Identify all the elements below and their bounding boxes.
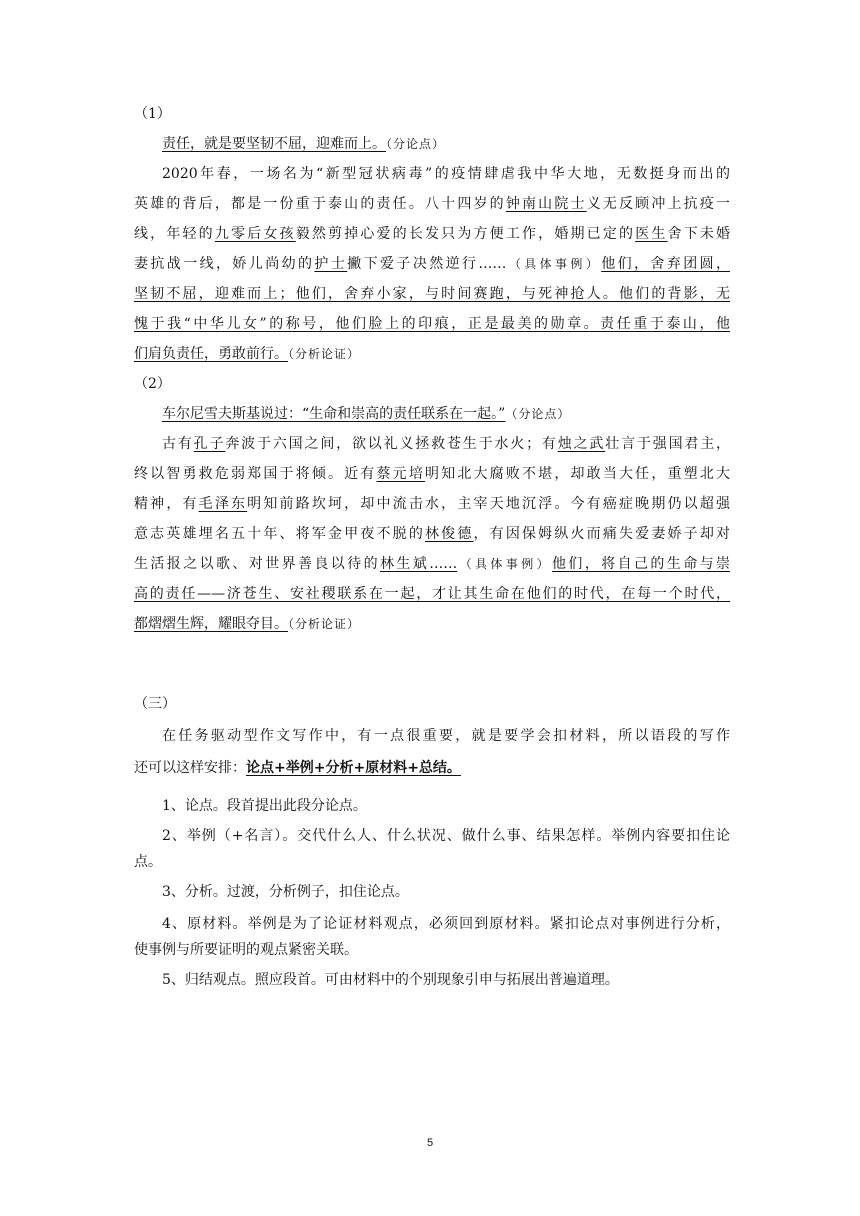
section-1-thesis: 责任，就是要坚韧不屈，迎难而上。	[162, 136, 386, 152]
list-item-4: 4、原材料。举例是为了论证材料观点，必须回到原材料。紧扣论点对事例进行分析，	[162, 916, 730, 932]
section-1-para-line-4: 妻抗战一线，娇儿尚幼的护士撇下爱子决然逆行……（具体事例）他们，舍弃团圆，	[134, 256, 731, 272]
section-2-para-line-4: 意志英雄埋名五十年、将军金甲夜不脱的林俊德，有因保姆纵火而痛失爱妻娇子却对	[134, 526, 730, 542]
example-name: 孔子	[193, 436, 226, 452]
section-2-para-line-2: 终以智勇救危弱郑国于将倾。近有蔡元培明知北大腐败不堪，却敢当大任，重塑北大	[134, 466, 730, 482]
example-name: 毛泽东	[198, 496, 248, 512]
section-2-para-line-6: 高的责任——济苍生、安社稷联系在一起，才让其生命在他们的时代，在每一个时代，	[134, 586, 730, 602]
section-2-para-line-3: 精神，有毛泽东明知前路坎坷，却中流击水，主宰天地沉浮。今有癌症晚期仍以超强	[134, 496, 731, 512]
section-1-para-line-6: 愧于我“中华儿女”的称号，他们脸上的印痕，正是最美的勋章。责任重于泰山，他	[134, 316, 730, 332]
analysis-tag: （分析论证）	[288, 617, 361, 631]
page-number: 5	[426, 1137, 434, 1149]
section-3-intro-line-1: 在任务驱动型作文写作中，有一点很重要，就是要学会扣材料，所以语段的写作	[162, 728, 730, 744]
example-name: 烛之武	[557, 436, 606, 452]
section-2-para-line-1: 古有孔子奔波于六国之间，欲以礼义拯救苍生于水火；有烛之武壮言于强国君主，	[162, 436, 731, 452]
section-1-label: （1）	[134, 106, 171, 122]
section-2-label: （2）	[134, 376, 171, 392]
section-3-intro-line-2: 还可以这样安排：论点+举例+分析+原材料+总结。	[134, 760, 461, 776]
list-item-5: 5、归结观点。照应段首。可由材料中的个别现象引申与拓展出普遍道理。	[162, 972, 619, 988]
section-2-thesis: 车尔尼雪夫斯基说过：“生命和崇高的责任联系在一起。”	[162, 406, 506, 422]
section-1-para-line-2: 英雄的背后，都是一份重于泰山的责任。八十四岁的钟南山院士义无反顾冲上抗疫一	[134, 196, 731, 212]
list-item-2: 2、举例（+名言）。交代什么人、什么状况、做什么事、结果怎样。举例内容要扣住论	[162, 828, 730, 844]
section-1-para-line-7: 们肩负责任，勇敢前行。（分析论证）	[134, 346, 361, 362]
example-name: 医生	[635, 226, 668, 242]
example-name: 钟南山院士	[505, 196, 587, 212]
section-3-label: （三）	[134, 696, 176, 712]
section-1-thesis-line	[162, 134, 730, 154]
section-1-para-line-3: 线，年轻的九零后女孩毅然剪掉心爱的长发只为方便工作，婚期已定的医生舍下未婚	[134, 226, 731, 242]
thesis-tag: （分论点）	[386, 137, 446, 151]
analysis-tag: （分析论证）	[288, 347, 361, 361]
example-name: 蔡元培	[376, 466, 425, 482]
case-tag: （具体事例）	[457, 557, 553, 571]
list-item-3: 3、分析。过渡，分析例子，扣住论点。	[162, 884, 409, 900]
thesis-tag: （分论点）	[505, 407, 571, 421]
example-name: 九零后女孩	[214, 226, 296, 242]
section-1-para-line-5: 坚韧不屈，迎难而上；他们，舍弃小家，与时间赛跑，与死神抢人。他们的背影，无	[134, 286, 730, 302]
list-item-4-cont: 使事例与所要证明的观点紧密关联。	[134, 942, 358, 958]
section-2-para-line-5: 生活报之以歌、对世界善良以待的林生斌……（具体事例）他们，将自己的生命与崇	[134, 556, 731, 572]
case-tag: （具体事例）	[506, 257, 602, 271]
list-item-2-cont: 点。	[134, 854, 162, 870]
structure-formula: 论点+举例+分析+原材料+总结。	[246, 760, 461, 776]
section-1-para-line-1: 2020年春，一场名为“新型冠状病毒”的疫情肆虐我中华大地，无数挺身而出的	[162, 166, 730, 182]
list-item-1: 1、论点。段首提出此段分论点。	[162, 798, 367, 814]
example-name: 林生斌	[380, 556, 430, 572]
example-name: 护士	[314, 256, 348, 272]
section-2-thesis-line	[162, 404, 730, 424]
example-name: 林俊德	[425, 526, 474, 542]
section-2-para-line-7: 都熠熠生辉，耀眼夺目。（分析论证）	[134, 616, 361, 632]
